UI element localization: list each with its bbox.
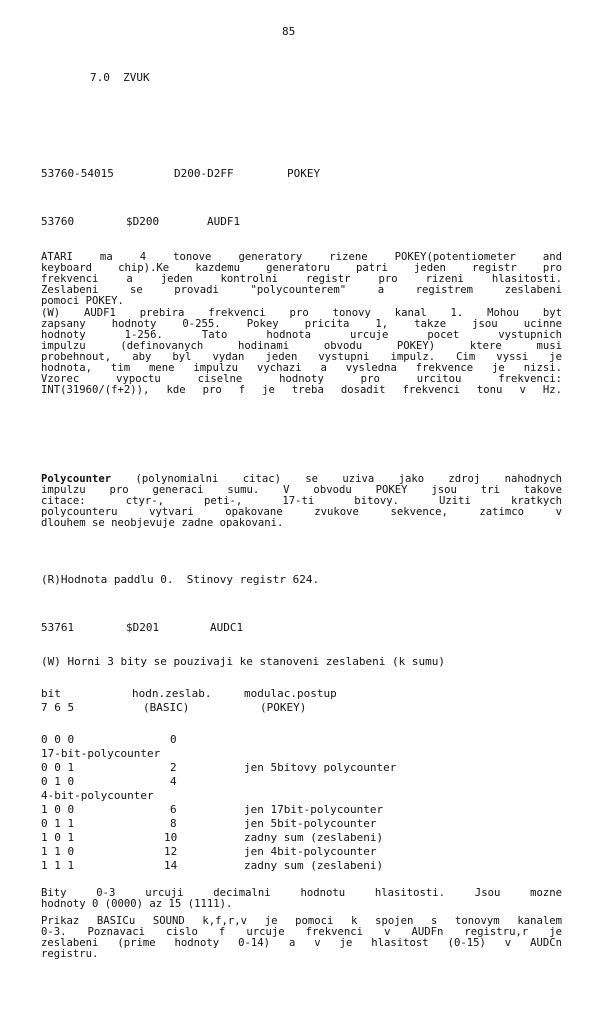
- text-line: registru.: [41, 949, 99, 960]
- table-row-desc: zadny sum (zeslabeni): [244, 859, 384, 872]
- text-line: [41, 474, 562, 485]
- reg1-name: AUDF1: [207, 215, 241, 228]
- address-range-chip: POKEY: [287, 167, 321, 180]
- text-line: ATARI ma 4 tonove generatory rizene POKEY(potentiometer and: [41, 252, 562, 263]
- table-subheader-pokey: (POKEY): [260, 701, 307, 714]
- polycounter-term: Polycounter: [41, 474, 112, 485]
- table-row-value: 6: [170, 803, 177, 816]
- text-line: INT(31960/(f+2)), kde pro f je treba dosadit frekvenci tonu v Hz.: [41, 385, 562, 396]
- text-line: Zeslabeni se provadi "polycounterem" a registrem zeslabeni: [41, 285, 562, 296]
- text-line: frekvenci a jeden kontrolni registr pro rizeni hlasitosti.: [41, 274, 562, 285]
- table-row-desc: jen 5bit-polycounter: [244, 817, 377, 830]
- reg1-hex: $D200: [126, 215, 160, 228]
- reg1-decimal: 53760: [41, 215, 75, 228]
- text-line: zapsany hodnoty 0-255. Pokey pricita 1, takze jsou ucinne: [41, 319, 562, 330]
- table-row-value: 4: [170, 775, 177, 788]
- paragraph-audf1: [41, 308, 562, 396]
- text-line: dlouhem se neobjevuje zadne opakovani.: [41, 518, 284, 529]
- address-range-hex: D200-D2FF: [174, 167, 234, 180]
- table-row-desc: jen 17bit-polycounter: [244, 803, 384, 816]
- text-line: impulzu pro generaci sumu. V obvodu POKEY jsou tri takove: [41, 485, 562, 496]
- text-line: impulzu (definovanych hodinami obvodu POKEY) ktere musi: [41, 341, 562, 352]
- paragraph-polycounter: [41, 474, 562, 529]
- table-header-value: hodn.zeslab.: [132, 687, 212, 700]
- table-row-bits: 1 0 0: [41, 803, 75, 816]
- table-subheader-bits: 7 6 5: [41, 701, 75, 714]
- table-row-value: 0: [170, 733, 177, 746]
- table-subheader-basic: (BASIC): [143, 701, 190, 714]
- table-row-value: 8: [170, 817, 177, 830]
- table-row-bits: 0 1 1: [41, 817, 75, 830]
- table-row-bits: 0 0 1: [41, 761, 75, 774]
- table-row-value: 14: [164, 859, 178, 872]
- table-row-bits: 0 0 0: [41, 733, 75, 746]
- table-row-bits: 1 1 0: [41, 845, 75, 858]
- text-line: 0-3. Poznavaci cislo f urcuje frekvenci v AUDFn registru,r je: [41, 927, 562, 938]
- table-row-value: 12: [164, 845, 178, 858]
- page-number: 85: [282, 25, 296, 38]
- text-fragment: (polynomialni citac) se uziva jako zdroj nahodnych: [111, 474, 562, 485]
- text-line: polycounteru vytvari opakovane zvukove sekvence, zatimco v: [41, 507, 562, 518]
- table-row-value: 2: [170, 761, 177, 774]
- table-row-desc: zadny sum (zeslabeni): [244, 831, 384, 844]
- table-header-bit: bit: [41, 687, 61, 700]
- table-row-bits: 1 1 1: [41, 859, 75, 872]
- text-line: pomoci POKEY.: [41, 296, 124, 307]
- reg2-name: AUDC1: [210, 621, 244, 634]
- table-row-value: 10: [164, 831, 178, 844]
- address-range-decimal: 53760-54015: [41, 167, 114, 180]
- text-line: zeslabeni (prime hodnoty 0-14) a v je hlasitost (0-15) v AUDCn: [41, 938, 562, 949]
- table-header-method: modulac.postup: [244, 687, 337, 700]
- table-row-bits: 1 0 1: [41, 831, 75, 844]
- paragraph-bits: [41, 888, 562, 910]
- text-line: citace: ctyr-, peti-, 17-ti bitovy. Uziti kratkych: [41, 496, 562, 507]
- reg2-hex: $D201: [126, 621, 160, 634]
- paragraph-atari: [41, 252, 562, 307]
- table-row-label: 17-bit-polycounter: [41, 747, 161, 760]
- table-row-desc: jen 5bitovy polycounter: [244, 761, 397, 774]
- text-line: hodnota, tim mene impulzu vychazi a vysledna frekvence je nizsi.: [41, 363, 562, 374]
- audc1-intro: (W) Horni 3 bity se pouzivaji ke stanoveni zeslabeni (k sumu): [41, 655, 445, 668]
- paragraph-sound: [41, 916, 562, 960]
- reg2-decimal: 53761: [41, 621, 75, 634]
- table-row-label: 4-bit-polycounter: [41, 789, 154, 802]
- table-row-desc: jen 4bit-polycounter: [244, 845, 377, 858]
- text-line: Prikaz BASICu SOUND k,f,r,v je pomoci k spojen s tonovym kanalem: [41, 916, 562, 927]
- text-line: (W) AUDF1 prebira frekvenci pro tonovy kanal 1. Mohou byt: [41, 308, 562, 319]
- text-line: keyboard chip).Ke kazdemu generatoru patri jeden registr pro: [41, 263, 562, 274]
- paragraph-read: (R)Hodnota paddlu 0. Stinovy registr 624.: [41, 573, 320, 586]
- text-line: hodnoty 1-256. Tato hodnota urcuje pocet vystupnich: [41, 330, 562, 341]
- text-line: probehnout, aby byl vydan jeden vystupni impulz. Cim vyssi je: [41, 352, 562, 363]
- text-line: Bity 0-3 urcuji decimalni hodnotu hlasitosti. Jsou mozne: [41, 888, 562, 899]
- text-line: Vzorec vypoctu ciselne hodnoty pro urcitou frekvenci:: [41, 374, 562, 385]
- section-title: 7.0 ZVUK: [90, 71, 150, 84]
- table-row-bits: 0 1 0: [41, 775, 75, 788]
- text-line: hodnoty 0 (0000) az 15 (1111).: [41, 899, 233, 910]
